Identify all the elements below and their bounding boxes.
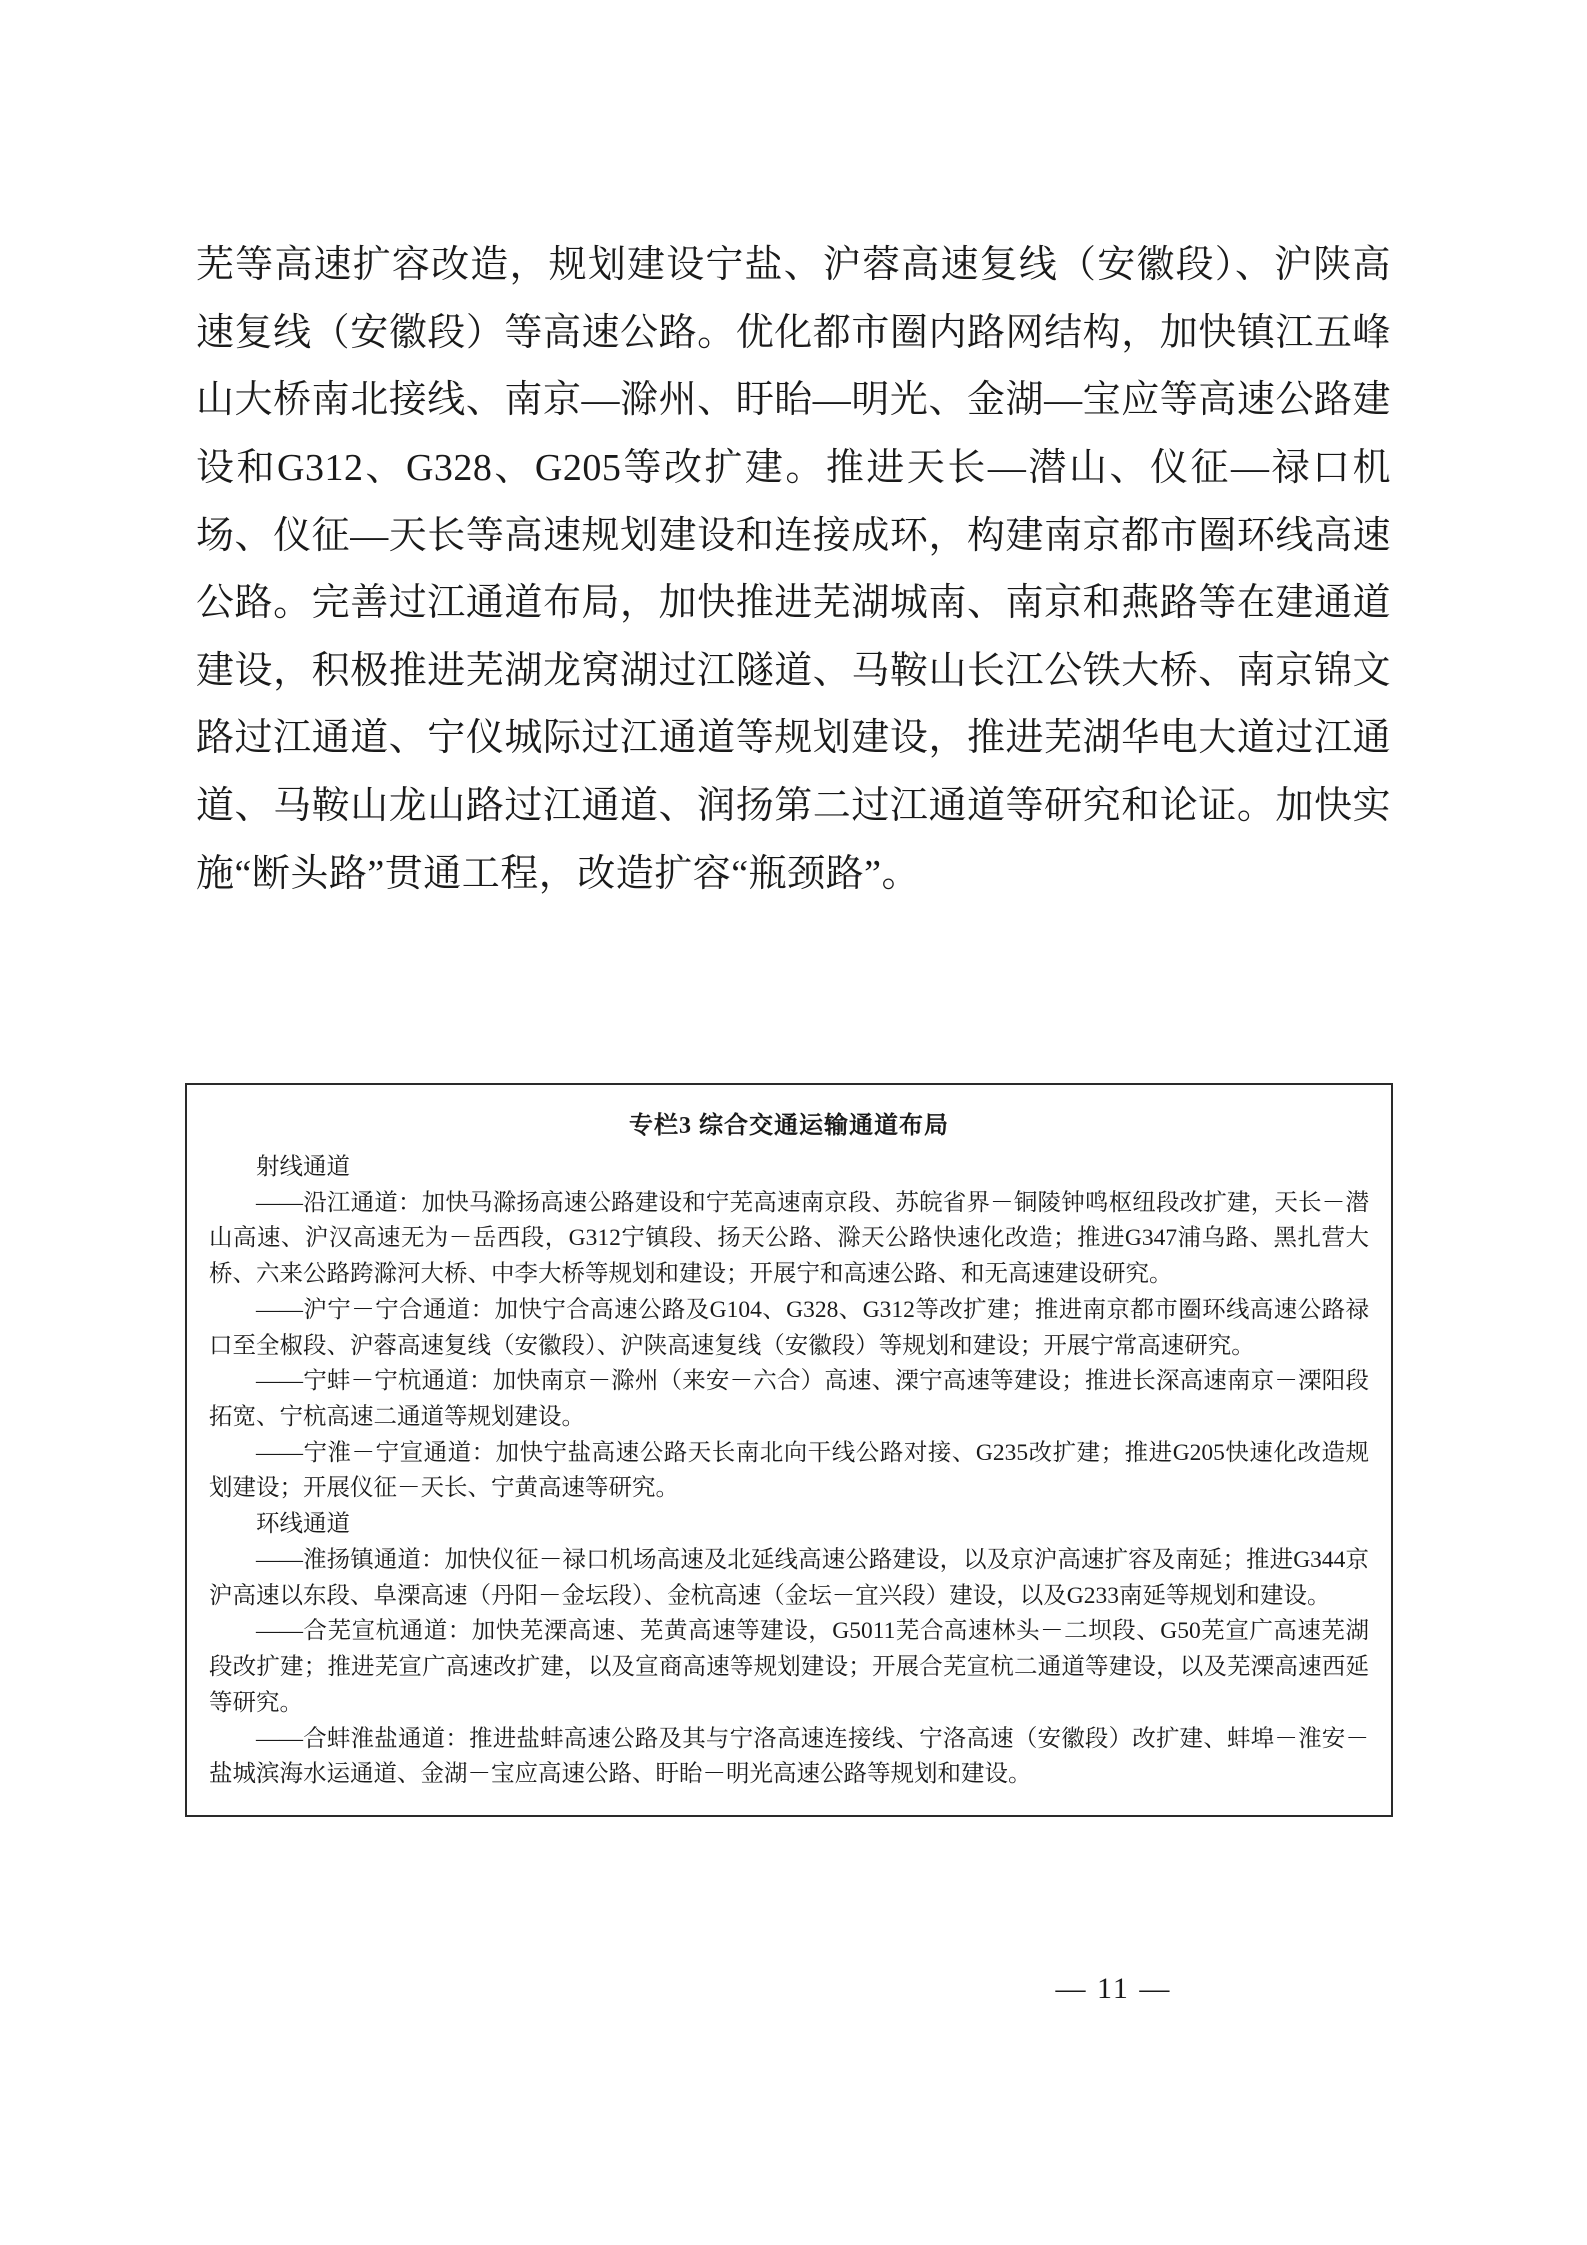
section-heading-ring: 环线通道 (256, 1511, 350, 1538)
main-paragraph: 芜等高速扩容改造，规划建设宁盐、沪蓉高速复线（安徽段）、沪陕高速复线（安徽段）等高速公路。优化都市圈内路网结构，加快镇江五峰山大桥南北接线、南京—滁州、盱眙—明光、金湖—宝应等高速公路建设和G312、G328、G205等改扩建。推进天长—潜山、仪征—禄口机场、仪征—天长等高速规划建设和连接成环，构建南京都市圈环线高速公路。完善过江通道布局，加快推进芜湖城南、南京和燕路等在建通道建设，积极推进芜湖龙窝湖过江隧道、马鞍山长江公铁大桥、南京锦文路过江通道、宁仪城际过江通道等规划建设，推进芜湖华电大道过江通道、马鞍山龙山路过江通道、润扬第二过江通道等研究和论证。加快实施“断头路”贯通工程，改造扩容“瓶颈路”。 (196, 244, 1391, 895)
section-heading-radial: 射线通道 (256, 1154, 350, 1180)
list-item: ——合蚌淮盐通道：推进盐蚌高速公路及其与宁洛高速连接线、宁洛高速（安徽段）改扩建、蚌埠－淮安－盐城滨海水运通道、金湖－宝应高速公路、盱眙－明光高速公路等规划和建设。 (209, 1725, 1369, 1788)
list-item: ——合芜宣杭通道：加快芜溧高速、芜黄高速等建设，G5011芜合高速林头－二坝段、G50芜宣广高速芜湖段改扩建；推进芜宣广高速改扩建，以及宣商高速等规划建设；开展合芜宣杭二通道等建设，以及芜溧高速西延等研究。 (209, 1618, 1369, 1716)
callout-box-title: 专栏3 综合交通运输通道布局 (629, 1113, 949, 1139)
page-number: — 11 — (1055, 1972, 1172, 2005)
list-item: ——宁蚌－宁杭通道：加快南京－滁州（来安－六合）高速、溧宁高速等建设；推进长深高速南京－溧阳段拓宽、宁杭高速二通道等规划建设。 (209, 1368, 1369, 1431)
list-item: ——沿江通道：加快马滁扬高速公路建设和宁芜高速南京段、苏皖省界－铜陵钟鸣枢纽段改扩建，天长－潜山高速、沪汉高速无为－岳西段，G312宁镇段、扬天公路、滁天公路快速化改造；推进G347浦乌路、黑扎营大桥、六来公路跨滁河大桥、中李大桥等规划和建设；开展宁和高速公路、和无高速建设研究。 (209, 1189, 1369, 1288)
callout-box-column3 (185, 1083, 1393, 1817)
list-item: ——淮扬镇通道：加快仪征－禄口机场高速及北延线高速公路建设，以及京沪高速扩容及南延；推进G344京沪高速以东段、阜溧高速（丹阳－金坛段）、金杭高速（金坛－宜兴段）建设，以及G233南延等规划和建设。 (209, 1546, 1369, 1609)
callout-box-body (209, 1150, 1369, 1793)
main-paragraph-block (196, 232, 1391, 908)
list-item: ——宁淮－宁宣通道：加快宁盐高速公路天长南北向干线公路对接、G235改扩建；推进G205快速化改造规划建设；开展仪征－天长、宁黄高速等研究。 (209, 1439, 1369, 1502)
list-item: ——沪宁－宁合通道：加快宁合高速公路及G104、G328、G312等改扩建；推进南京都市圈环线高速公路禄口至全椒段、沪蓉高速复线（安徽段）、沪陕高速复线（安徽段）等规划和建设；开展宁常高速研究。 (209, 1296, 1369, 1359)
